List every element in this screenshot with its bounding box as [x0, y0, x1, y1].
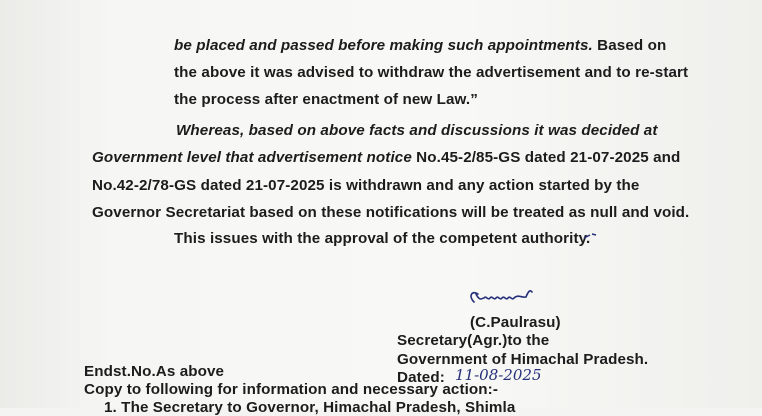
- para2-line1: Whereas, based on above facts and discussions it was decided at: [176, 122, 658, 139]
- para1-line2: the above it was advised to withdraw the advertisement and to re-start: [174, 64, 689, 81]
- para2-line5: This issues with the approval of the competent authority.: [174, 230, 591, 247]
- para1-line1-rest: Based on: [592, 37, 667, 54]
- signatory-name: (C.Paulrasu): [470, 314, 561, 331]
- para2-line2-rest: No.45-2/85-GS dated 21-07-2025 and: [411, 149, 681, 166]
- dated-label: Dated:: [397, 369, 445, 386]
- para2-line2: [92, 149, 680, 166]
- para1-line3: the process after enactment of new Law.”: [174, 91, 478, 108]
- handwritten-date: 11-08-2025: [455, 366, 542, 384]
- handwritten-signature: [466, 288, 538, 312]
- copy-to-heading: Copy to following for information and necessary action:-: [84, 381, 499, 398]
- para2-line4: Governor Secretariat based on these notifications will be treated as null and void.: [92, 204, 690, 221]
- pen-tick-mark: [582, 232, 598, 244]
- para1-line1: [174, 37, 666, 54]
- designation-line2: Government of Himachal Pradesh.: [397, 351, 649, 368]
- corner-fold-line: [0, 0, 40, 2]
- para1-line1-italic: be placed and passed before making such appointments.: [174, 37, 593, 54]
- para2-line2-italic: Government level that advertisement notice: [92, 149, 412, 166]
- copy-to-item-1: 1. The Secretary to Governor, Himachal Pradesh, Shimla: [104, 399, 516, 416]
- para2-line3: No.42-2/78-GS dated 21-07-2025 is withdrawn and any action started by the: [92, 177, 640, 194]
- designation-line1: Secretary(Agr.)to the: [397, 332, 550, 349]
- endorsement-number: Endst.No.As above: [84, 363, 225, 380]
